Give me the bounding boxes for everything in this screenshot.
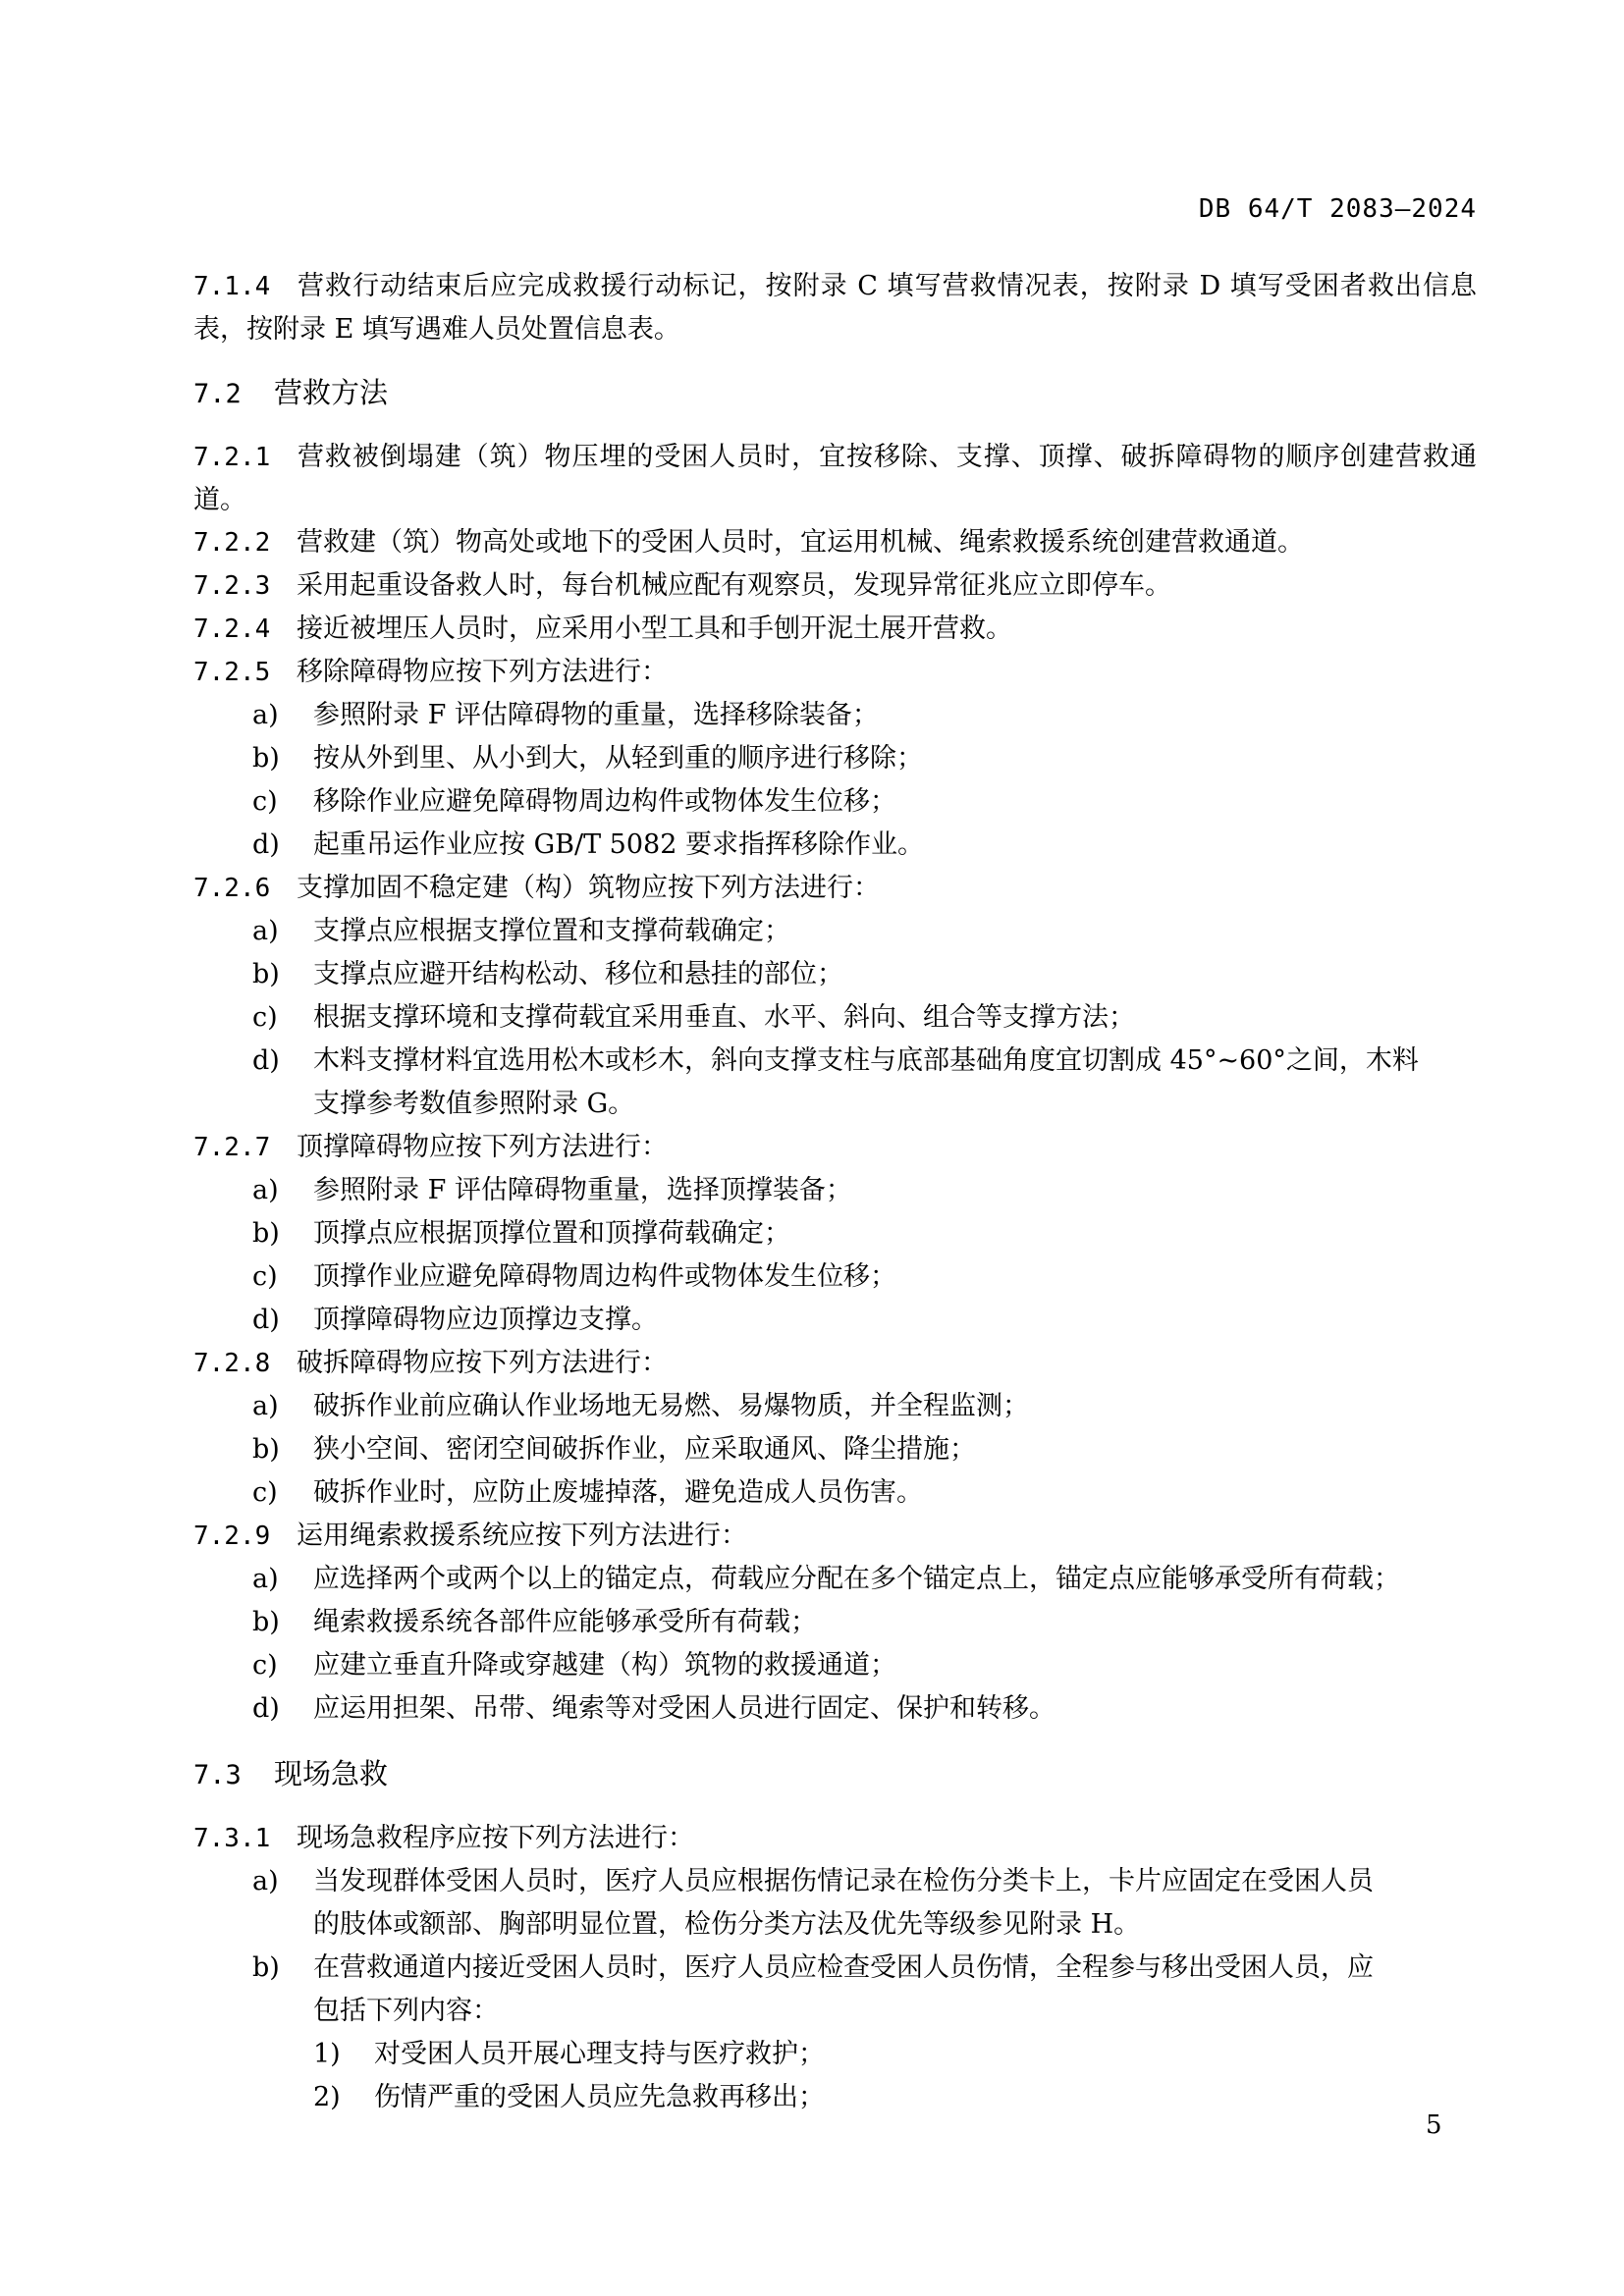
page-number: 5 bbox=[1426, 2110, 1442, 2140]
list-item: a) 应选择两个或两个以上的锚定点，荷载应分配在多个锚定点上，锚定点应能够承受所有荷载； bbox=[252, 1564, 1400, 1594]
clause-7-2-9: 7.2.9 运用绳索救援系统应按下列方法进行： bbox=[193, 1521, 747, 1551]
list-item: d) 应运用担架、吊带、绳索等对受困人员进行固定、保护和转移。 bbox=[252, 1693, 1056, 1724]
list-item: a) 支撑点应根据支撑位置和支撑荷载确定； bbox=[252, 916, 790, 946]
list-item-continuation: 包括下列内容： bbox=[313, 1996, 499, 2026]
list-item: c) 根据支撑环境和支撑荷载宜采用垂直、水平、斜向、组合等支撑方法； bbox=[252, 1002, 1135, 1033]
clause-7-2-6: 7.2.6 支撑加固不稳定建（构）筑物应按下列方法进行： bbox=[193, 873, 880, 903]
list-item: a) 破拆作业前应确认作业场地无易燃、易爆物质，并全程监测； bbox=[252, 1391, 1029, 1421]
list-item: b) 狭小空间、密闭空间破拆作业，应采取通风、降尘措施； bbox=[252, 1434, 976, 1465]
sub-list-item: 1) 对受困人员开展心理支持与医疗救护； bbox=[313, 2039, 825, 2069]
list-item: c) 破拆作业时，应防止废墟掉落，避免造成人员伤害。 bbox=[252, 1477, 923, 1508]
list-item: b) 按从外到里、从小到大，从轻到重的顺序进行移除； bbox=[252, 743, 923, 774]
list-item: d) 木料支撑材料宜选用松木或杉木，斜向支撑支柱与底部基础角度宜切割成 45°~60°之间，木料 bbox=[252, 1045, 1419, 1076]
clause-7-2-7: 7.2.7 顶撑障碍物应按下列方法进行： bbox=[193, 1132, 668, 1162]
clause-7-3-1: 7.3.1 现场急救程序应按下列方法进行： bbox=[193, 1823, 694, 1853]
list-item-continuation: 的肢体或额部、胸部明显位置，检伤分类方法及优先等级参见附录 H。 bbox=[313, 1909, 1141, 1940]
list-item: c) 移除作业应避免障碍物周边构件或物体发生位移； bbox=[252, 786, 896, 817]
clause-7-2-4: 7.2.4 接近被埋压人员时，应采用小型工具和手刨开泥土展开营救。 bbox=[193, 614, 1012, 644]
clause-7-2-5: 7.2.5 移除障碍物应按下列方法进行： bbox=[193, 657, 668, 687]
section-heading-7-2: 7.2 营救方法 bbox=[193, 376, 389, 409]
list-item: b) 支撑点应避开结构松动、移位和悬挂的部位； bbox=[252, 959, 843, 989]
standard-number: DB 64/T 2083—2024 bbox=[1198, 194, 1477, 224]
list-item-continuation: 支撑参考数值参照附录 G。 bbox=[313, 1089, 635, 1119]
clause-7-2-2: 7.2.2 营救建（筑）物高处或地下的受困人员时，宜运用机械、绳索救援系统创建营救通道。 bbox=[193, 527, 1304, 558]
list-item: b) 在营救通道内接近受困人员时，医疗人员应检查受困人员伤情，全程参与移出受困人员，应 bbox=[252, 1952, 1374, 1983]
list-item: c) 顶撑作业应避免障碍物周边构件或物体发生位移； bbox=[252, 1261, 896, 1292]
list-item: a) 参照附录 F 评估障碍物的重量，选择移除装备； bbox=[252, 700, 879, 730]
list-item: b) 顶撑点应根据顶撑位置和顶撑荷载确定； bbox=[252, 1218, 790, 1249]
sub-list-item: 2) 伤情严重的受困人员应先急救再移出； bbox=[313, 2082, 825, 2112]
clause-7-2-1: 7.2.1 营救被倒塌建（筑）物压埋的受困人员时，宜按移除、支撑、顶撑、破拆障碍物的顺序创建营救通道。 bbox=[193, 442, 1477, 515]
list-item: a) 当发现群体受困人员时，医疗人员应根据伤情记录在检伤分类卡上，卡片应固定在受困人员 bbox=[252, 1866, 1374, 1896]
clause-7-2-3: 7.2.3 采用起重设备救人时，每台机械应配有观察员，发现异常征兆应立即停车。 bbox=[193, 570, 1171, 601]
clause-7-2-8: 7.2.8 破拆障碍物应按下列方法进行： bbox=[193, 1348, 668, 1378]
list-item: d) 起重吊运作业应按 GB/T 5082 要求指挥移除作业。 bbox=[252, 829, 924, 860]
list-item: d) 顶撑障碍物应边顶撑边支撑。 bbox=[252, 1305, 658, 1335]
clause-7-1-4: 7.1.4 营救行动结束后应完成救援行动标记，按附录 C 填写营救情况表，按附录 D 填写受困者救出信息表，按附录 E 填写遇难人员处置信息表。 bbox=[193, 271, 1477, 345]
list-item: a) 参照附录 F 评估障碍物重量，选择顶撑装备； bbox=[252, 1175, 852, 1205]
section-heading-7-3: 7.3 现场急救 bbox=[193, 1757, 389, 1790]
list-item: c) 应建立垂直升降或穿越建（构）筑物的救援通道； bbox=[252, 1650, 896, 1681]
list-item: b) 绳索救援系统各部件应能够承受所有荷载； bbox=[252, 1607, 817, 1637]
